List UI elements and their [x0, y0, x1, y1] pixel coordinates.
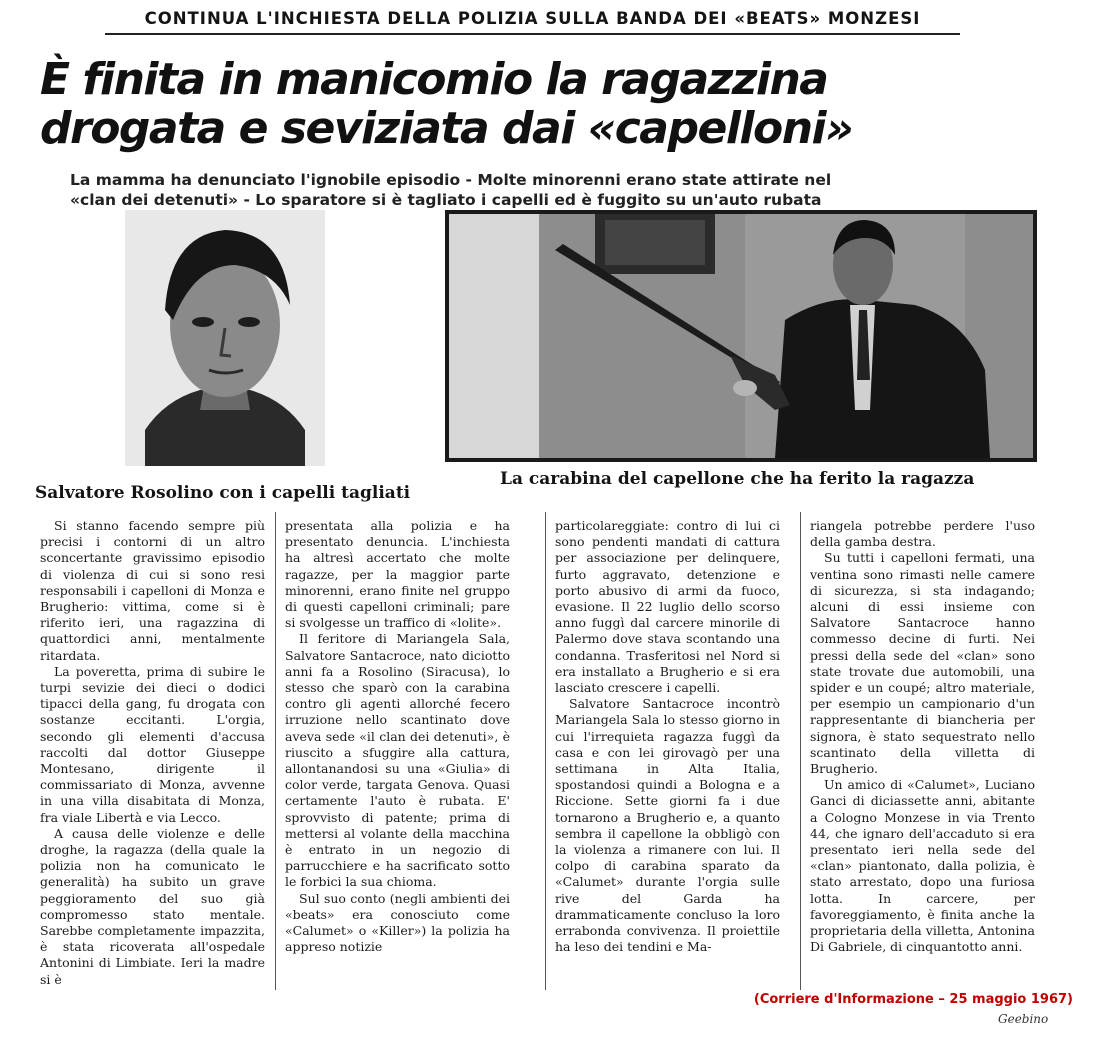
paragraph: La poveretta, prima di subire le turpi sevizie dei dieci o dodici tipacci della gang, fu drogata con sostanze eccitanti. L'orgia, secondo gli elementi d'accusa raccolti dal dottor Giuseppe Montesano, dirigente il commissariato di Monza, avvenne in una villa disabitata di Monza, fra viale Libertà e via Lecco.: [40, 663, 265, 825]
headline-line-2: drogata e seviziata dai «capelloni»: [40, 103, 853, 154]
article-column-4: [810, 518, 1035, 988]
article-column-2: [285, 518, 510, 988]
paragraph: particolareggiate: contro di lui ci sono pendenti mandati di cattura per associazione per delinquere, furto aggravato, detenzione e porto abusivo di armi da fuoco, evasione. Il 22 luglio dello scorso anno fuggì dal carcere minorile di Palermo dove stava scontando una condanna. Trasferitosi nel Nord si era installato a Brugherio e si era lasciato crescere i capelli.: [555, 518, 780, 696]
article-column-1: [40, 518, 265, 988]
paragraph: Sul suo conto (negli ambienti dei «beats» era conosciuto come «Calumet» o «Killer») la polizia ha appreso notizie: [285, 890, 510, 955]
headline-line-1: È finita in manicomio la ragazzina: [40, 54, 828, 105]
column-rule: [275, 512, 276, 990]
signature: Geebino: [998, 1012, 1049, 1026]
paragraph: Il feritore di Mariangela Sala, Salvatore Santacroce, nato diciotto anni fa a Rosolino (Siracusa), lo stesso che sparò con la carabina contro gli agenti allorché fecero irruzione nello scantinato dove aveva sede «il clan dei detenuti», è riuscito a sfuggire alla cattura, allontanandosi su una «Giulia» di color verde, targata Genova. Quasi certamente l'auto è rubata. E' sprovvisto di patente; prima di mettersi al volante della macchina è entrato in un negozio di parrucchiere e ha sacrificato sotto le forbici la sua chioma.: [285, 631, 510, 890]
column-rule: [800, 512, 801, 990]
paragraph: presentata alla polizia e ha presentato denuncia. L'inchiesta ha altresì accertato che molte ragazze, per la maggior parte minorenni, erano finite nel gruppo di questi capelloni criminali; pare si svolgesse un traffico di «lolite».: [285, 518, 510, 631]
rifle-photo: [445, 210, 1037, 462]
deck-line-2: «clan dei detenuti» - Lo sparatore si è tagliato i capelli ed è fuggito su un'auto rubata: [70, 191, 822, 209]
deck-line-1: La mamma ha denunciato l'ignobile episodio - Molte minorenni erano state attirate nel: [70, 171, 832, 189]
paragraph: A causa delle violenze e delle droghe, la ragazza (della quale la polizia non ha comunicato le generalità) ha subito un grave peggioramento del suo già compromesso stato mentale. Sarebbe completamente impazzita, è stata ricoverata all'ospedale Antonini di Limbiate. Ieri la madre si è: [40, 825, 265, 987]
paragraph: Su tutti i capelloni fermati, una ventina sono rimasti nelle camere di sicurezza, si sta indagando; alcuni di essi insieme con Salvatore Santacroce hanno commesso decine di furti. Nei pressi della sede del «clan» sono state trovate due automobili, una spider e un coupé; altro materiale, per esempio un campionario d'un rappresentante di biancheria per signora, è stato sequestrato nello scantinato della villetta di Brugherio.: [810, 550, 1035, 777]
portrait-photo: [125, 210, 325, 466]
kicker-rule: [105, 33, 960, 35]
kicker: CONTINUA L'INCHIESTA DELLA POLIZIA SULLA BANDA DEI «BEATS» MONZESI: [144, 9, 921, 28]
source-citation: (Corriere d'Informazione – 25 maggio 1967): [753, 992, 1073, 1007]
paragraph: Si stanno facendo sempre più precisi i contorni di un altro sconcertante gravissimo episodio di violenza di cui si sono resi responsabili i capelloni di Monza e Brugherio: vittima, come si è riferito ieri, una ragazzina di quattordici anni, mentalmente ritardata.: [40, 518, 265, 663]
caption-portrait: Salvatore Rosolino con i capelli tagliati: [35, 483, 411, 503]
paragraph: Un amico di «Calumet», Luciano Ganci di diciassette anni, abitante a Cologno Monzese in via Trento 44, che ignaro dell'accaduto si era presentato ieri nella sede del «clan» piantonato, dalla polizia, è stato arrestato, dopo una furiosa lotta. In carcere, per favoreggiamento, è finita anche la proprietaria della villetta, Antonina Di Gabriele, di cinquantotto anni.: [810, 777, 1035, 955]
paragraph: Salvatore Santacroce incontrò Mariangela Sala lo stesso giorno in cui l'irrequieta ragazza fuggì da casa e con lei girovagò per una settimana in Alta Italia, spostandosi quindi a Bologna e a Riccione. Sette giorni fa i due tornarono a Brugherio e, a quanto sembra il capellone la obbligò con la violenza a rimanere con lui. Il colpo di carabina sparato da «Calumet» durante l'orgia sulle rive del Garda ha drammaticamente concluso la loro errabonda convivenza. Il proiettile ha leso dei tendini e Ma-: [555, 696, 780, 955]
caption-rifle: La carabina del capellone che ha ferito la ragazza: [500, 469, 975, 489]
paragraph: riangela potrebbe perdere l'uso della gamba destra.: [810, 518, 1035, 550]
column-rule: [545, 512, 546, 990]
article-column-3: [555, 518, 780, 988]
